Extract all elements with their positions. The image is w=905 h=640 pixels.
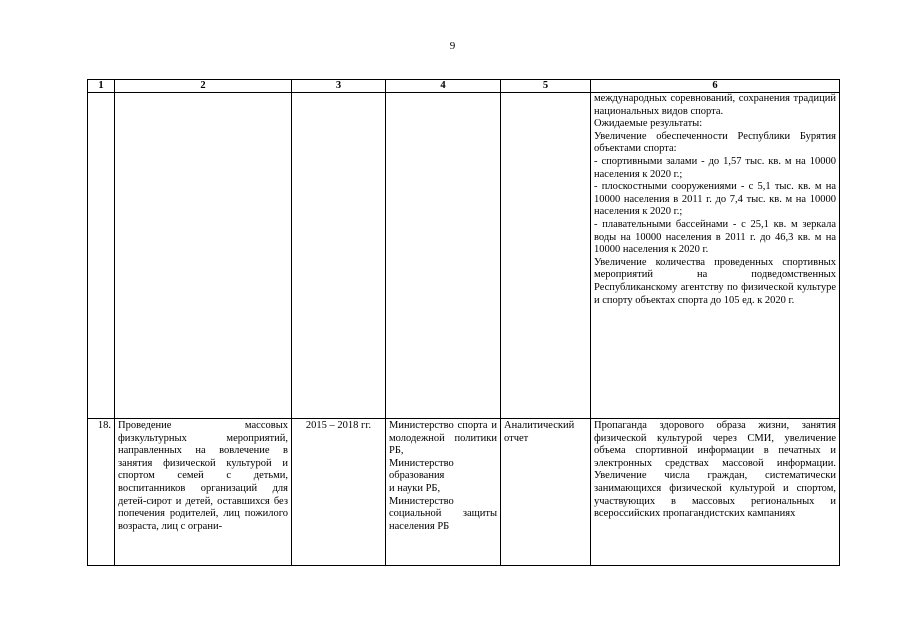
measures-table (87, 79, 840, 566)
executor-line: Министерство образования (389, 457, 454, 482)
result-paragraph: - спортивными залами - до 1,57 тыс. кв. м на 10000 населения к 2020 г.; (594, 155, 836, 180)
cell-form: Аналитический отчет (501, 419, 591, 566)
cell-number: 18. (88, 419, 115, 566)
cell-number (88, 93, 115, 419)
table-row-18 (88, 419, 840, 566)
cell-activity: Проведение массовых физкультурных мероприятий, направленных на вовлечение в занятия физической культурой и спортом семей с детьми, воспитанников организаций для детей-сирот и детей, оставшихся без попечения родителей, лиц пожилого возраста, лиц с ограни- (115, 419, 292, 566)
executor-line: и науки РБ, (389, 482, 441, 494)
result-paragraph: - плавательными бассейнами - с 25,1 кв. м зеркала воды на 10000 населения в 2011 г. до 46,3 кв. м на 10000 населения к 2020 г. (594, 218, 836, 256)
table-row-continuation (88, 93, 840, 419)
page-number: 9 (449, 40, 456, 52)
cell-form (501, 93, 591, 419)
cell-activity (115, 93, 292, 419)
cell-period (292, 93, 386, 419)
cell-executors (386, 93, 501, 419)
column-header: 1 (88, 80, 115, 93)
column-header: 5 (501, 80, 591, 93)
column-header: 2 (115, 80, 292, 93)
executor-line: Министерство социальной защиты населения РБ (389, 495, 497, 532)
result-paragraph: - плоскостными сооружениями - с 5,1 тыс. кв. м на 10000 населения в 2011 г. до 7,4 тыс. кв. м на 10000 населения к 2020 г.; (594, 181, 836, 218)
result-paragraph: Ожидаемые результаты: (594, 118, 703, 130)
column-header: 6 (591, 80, 840, 93)
column-header: 3 (292, 80, 386, 93)
cell-result (591, 93, 840, 419)
result-paragraph: Увеличение количества проведенных спортивных мероприятий на подведомственных Республиканскому агентству по физической культуре и спорту объектах спорта до 105 ед. к 2020 г. (594, 256, 836, 306)
cell-period: 2015 – 2018 гг. (292, 419, 386, 566)
column-header: 4 (386, 80, 501, 93)
cell-executors (386, 419, 501, 566)
executor-line: Министерство спорта и молодежной политики РБ, (389, 420, 497, 457)
result-paragraph: Увеличение обеспеченности Республики Бурятия объектами спорта: (594, 130, 836, 155)
result-paragraph: международных соревнований, сохранения традиций национальных видов спорта. (594, 93, 836, 117)
cell-result: Пропаганда здорового образа жизни, занятия физической культурой через СМИ, увеличение объема спортивной информации в печатных и электронных средствах массовой информации. Увеличение числа граждан, систематически занимающихся физической культурой и спортом, участвующих в массовых региональных и всероссийских пропагандистских кампаниях (591, 419, 840, 566)
table-header-row (88, 80, 840, 93)
